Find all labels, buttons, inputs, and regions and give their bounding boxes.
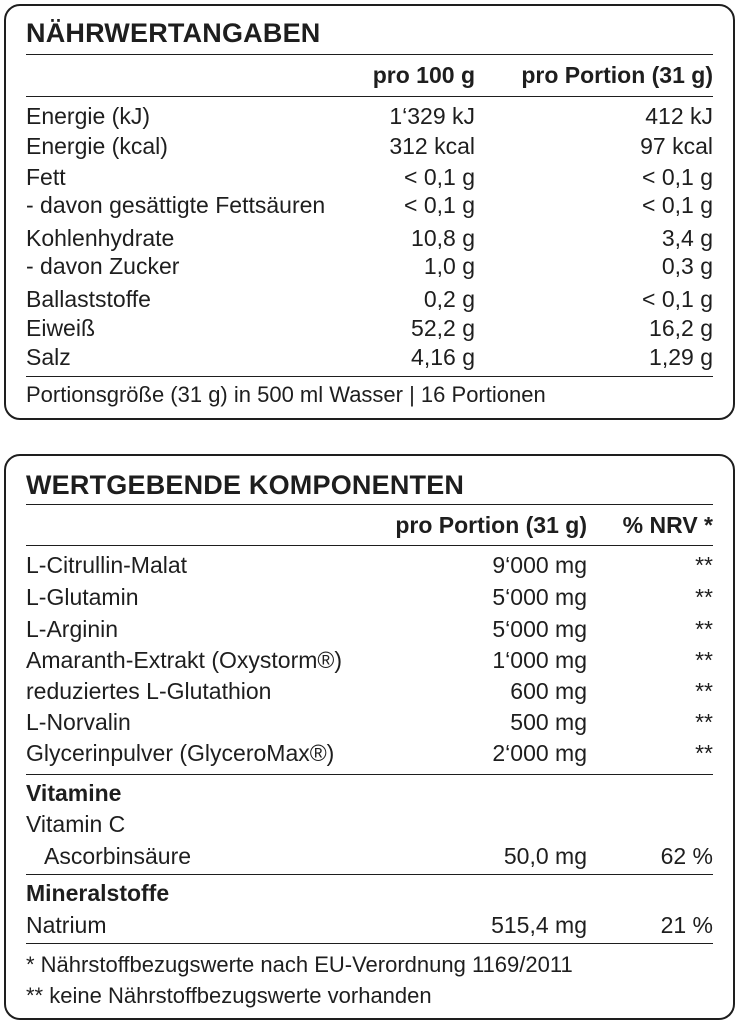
col-per-portion: pro Portion (31 g) [521, 62, 713, 88]
vitamin-c-row: Vitamin C [26, 811, 126, 837]
table-row: Glycerinpulver (GlyceroMax®) 2‘000 mg ** [26, 740, 713, 766]
active-ingredients-panel [4, 454, 735, 1020]
col-per-portion: pro Portion (31 g) [395, 512, 587, 538]
mineralstoffe-heading: Mineralstoffe [26, 880, 170, 906]
ingredients-title: WERTGEBENDE KOMPONENTEN [26, 470, 465, 500]
table-row: L-Citrullin-Malat 9‘000 mg ** [26, 552, 713, 578]
footnote-no-nrv: ** keine Nährstoffbezugswerte vorhanden [26, 983, 432, 1008]
table-row: Ballaststoffe 0,2 g < 0,1 g [26, 286, 713, 312]
divider [26, 943, 713, 944]
col-per-100g: pro 100 g [372, 62, 475, 88]
col-nrv: % NRV * [622, 512, 713, 538]
table-row: Kohlenhydrate 10,8 g 3,4 g [26, 225, 713, 251]
table-row: - davon Zucker 1,0 g 0,3 g [26, 253, 713, 279]
divider [26, 96, 713, 97]
nutrition-facts-panel [4, 4, 735, 420]
table-row: L-Norvalin 500 mg ** [26, 709, 713, 735]
table-row: Energie (kcal) 312 kcal 97 kcal [26, 133, 713, 159]
nutrition-title: NÄHRWERTANGABEN [26, 18, 321, 48]
ingredients-header-row [26, 512, 713, 542]
table-row: Energie (kJ) 1‘329 kJ 412 kJ [26, 103, 713, 129]
table-row: Salz 4,16 g 1,29 g [26, 344, 713, 370]
table-row: Fett < 0,1 g < 0,1 g [26, 164, 713, 190]
divider [26, 545, 713, 546]
nutrition-header-row [26, 62, 713, 92]
table-row: Ascorbinsäure 50,0 mg 62 % [44, 843, 713, 869]
divider [26, 874, 713, 875]
divider [26, 504, 713, 505]
divider [26, 774, 713, 775]
vitamine-heading: Vitamine [26, 780, 122, 806]
table-row: Amaranth-Extrakt (Oxystorm®) 1‘000 mg ** [26, 647, 713, 673]
divider [26, 54, 713, 55]
table-row: L-Arginin 5‘000 mg ** [26, 616, 713, 642]
footnote-nrv: * Nährstoffbezugswerte nach EU-Verordnung 1169/2011 [26, 952, 573, 977]
table-row: - davon gesättigte Fettsäuren < 0,1 g < 0,1 g [26, 192, 713, 218]
table-row: L-Glutamin 5‘000 mg ** [26, 584, 713, 610]
portion-info: Portionsgröße (31 g) in 500 ml Wasser | 16 Portionen [26, 382, 546, 407]
table-row: Natrium 515,4 mg 21 % [26, 912, 713, 938]
table-row: reduziertes L-Glutathion 600 mg ** [26, 678, 713, 704]
divider [26, 376, 713, 377]
table-row: Eiweiß 52,2 g 16,2 g [26, 315, 713, 341]
